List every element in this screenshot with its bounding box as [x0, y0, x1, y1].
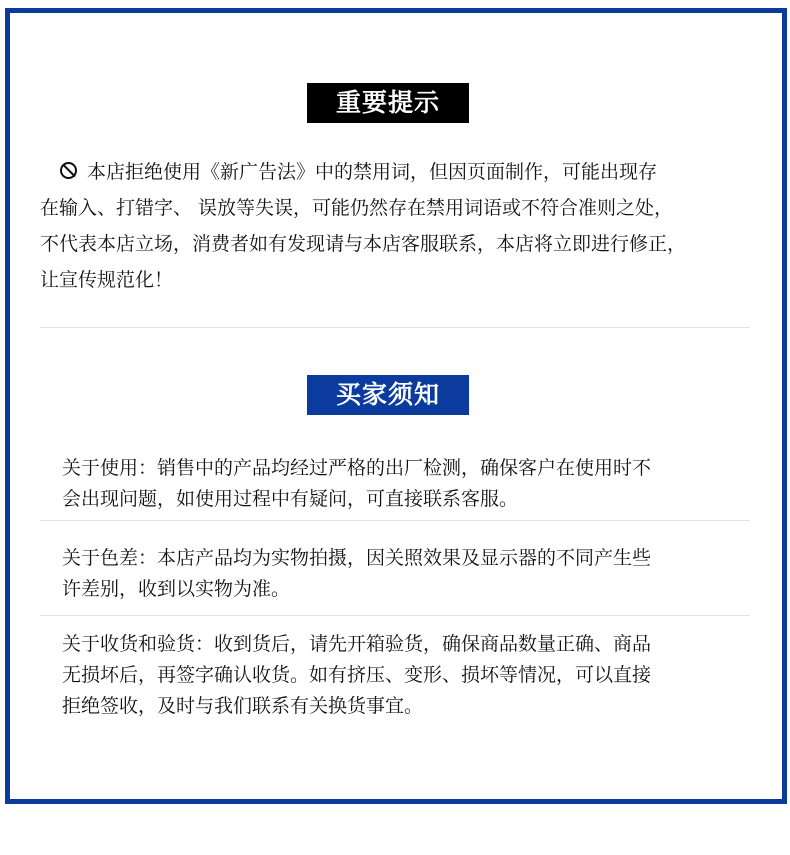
buyer-notice-title: 买家须知 [307, 375, 469, 415]
buyer-notice-item-receiving [62, 629, 752, 722]
notice-line-text: 本店拒绝使用《新广告法》中的禁用词，但因页面制作，可能出现存 [87, 161, 658, 183]
notice-line: 让宣传规范化！ [40, 269, 174, 291]
page-frame [5, 8, 787, 804]
buyer-notice-item-color-difference [62, 543, 752, 605]
section-divider [40, 327, 750, 328]
notice-line: 在输入、打错字、 误放等失误，可能仍然存在禁用词语或不符合准则之处， [40, 197, 674, 219]
buyer-notice-item-usage [62, 453, 752, 515]
item-line: 会出现问题，如使用过程中有疑问，可直接联系客服。 [62, 488, 519, 510]
item-line: 关于收货和验货：收到货后，请先开箱验货，确保商品数量正确、商品 [62, 633, 652, 655]
item-line: 许差别，收到以实物为准。 [62, 578, 291, 600]
notice-line [40, 154, 762, 190]
item-line: 拒绝签收，及时与我们联系有关换货事宜。 [62, 695, 424, 717]
important-notice-text [40, 154, 762, 298]
item-line: 关于使用：销售中的产品均经过严格的出厂检测，确保客户在使用时不 [62, 457, 652, 479]
item-line: 关于色差：本店产品均为实物拍摄，因关照效果及显示器的不同产生些 [62, 547, 652, 569]
item-divider [40, 520, 750, 521]
item-divider [40, 615, 750, 616]
ban-icon [60, 162, 77, 179]
notice-line: 不代表本店立场，消费者如有发现请与本店客服联系，本店将立即进行修正， [40, 233, 687, 255]
item-line: 无损坏后，再签字确认收货。如有挤压、变形、损坏等情况，可以直接 [62, 664, 652, 686]
important-notice-title: 重要提示 [307, 83, 469, 123]
